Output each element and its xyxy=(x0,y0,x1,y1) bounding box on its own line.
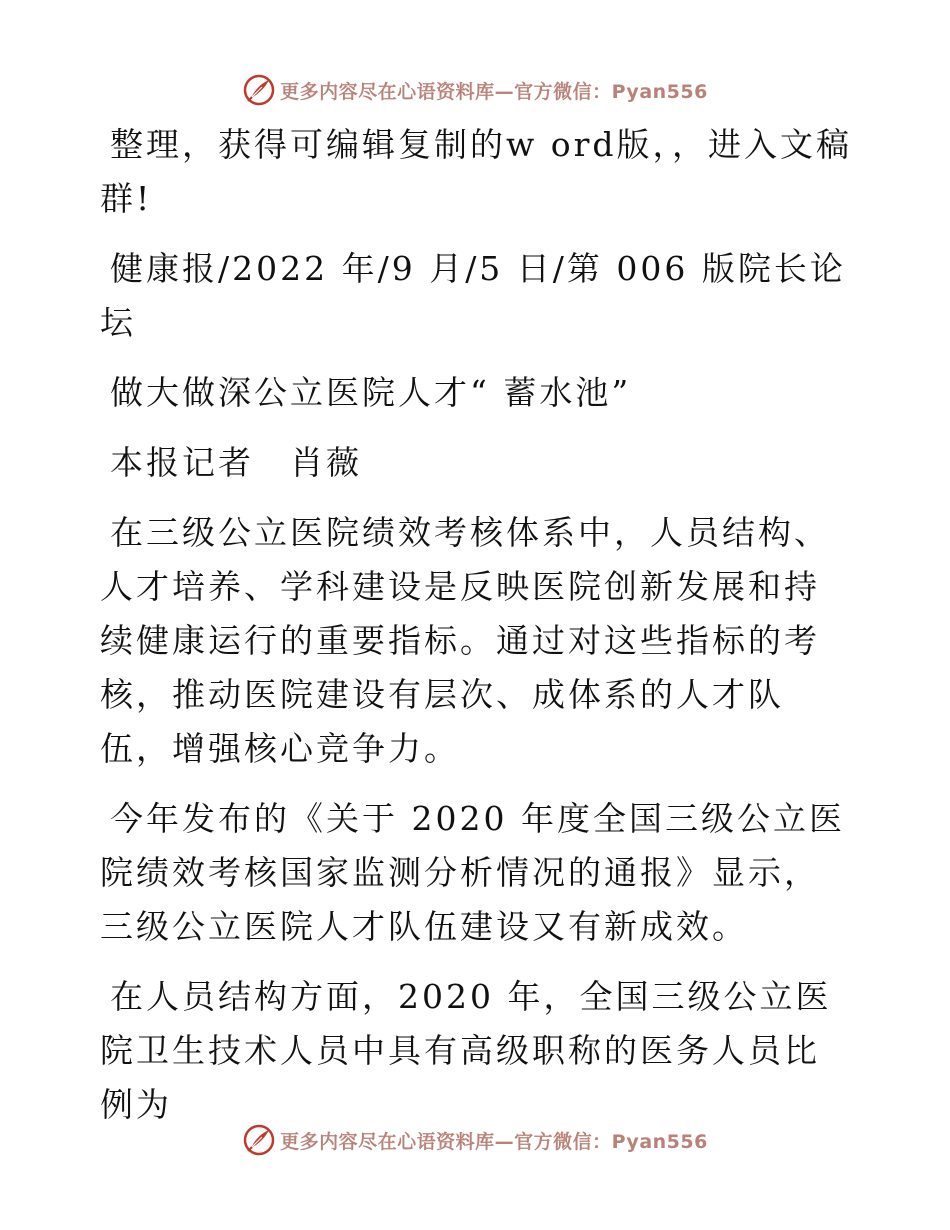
paragraph-body-3: 在人员结构方面，2020 年，全国三级公立医院卫生技术人员中具有高级职称的医务人员比例为 xyxy=(100,977,832,1124)
feather-pen-logo-icon xyxy=(242,1123,276,1157)
watermark-text: 更多内容尽在心语资料库—官方微信：Pyan556 xyxy=(280,1130,708,1153)
paragraph-intro-note: 整理，获得可编辑复制的w ord版，，进入文稿群! xyxy=(100,125,853,218)
header-watermark xyxy=(0,70,950,110)
paragraph-source-line: 健康报/2022 年/9 月/5 日/第 006 版院长论坛 xyxy=(100,249,846,342)
paragraph-body-1: 在三级公立医院绩效考核体系中，人员结构、人才培养、学科建设是反映医院创新发展和持续健康运行的重要指标。通过对这些指标的考核，推动医院建设有层次、成体系的人才队伍，增强核心竞争力。 xyxy=(100,513,830,768)
article-title: 做大做深公立医院人才“ 蓄水池” xyxy=(110,373,632,412)
footer-watermark xyxy=(0,1120,950,1160)
feather-pen-logo-icon xyxy=(242,73,276,107)
paragraph-body-2: 今年发布的《关于 2020 年度全国三级公立医院绩效考核国家监测分析情况的通报》显示，三级公立医院人才队伍建设又有新成效。 xyxy=(100,799,845,946)
article-byline: 本报记者 肖薇 xyxy=(110,443,362,482)
watermark-text: 更多内容尽在心语资料库—官方微信：Pyan556 xyxy=(280,80,708,103)
document-body xyxy=(100,118,852,1148)
